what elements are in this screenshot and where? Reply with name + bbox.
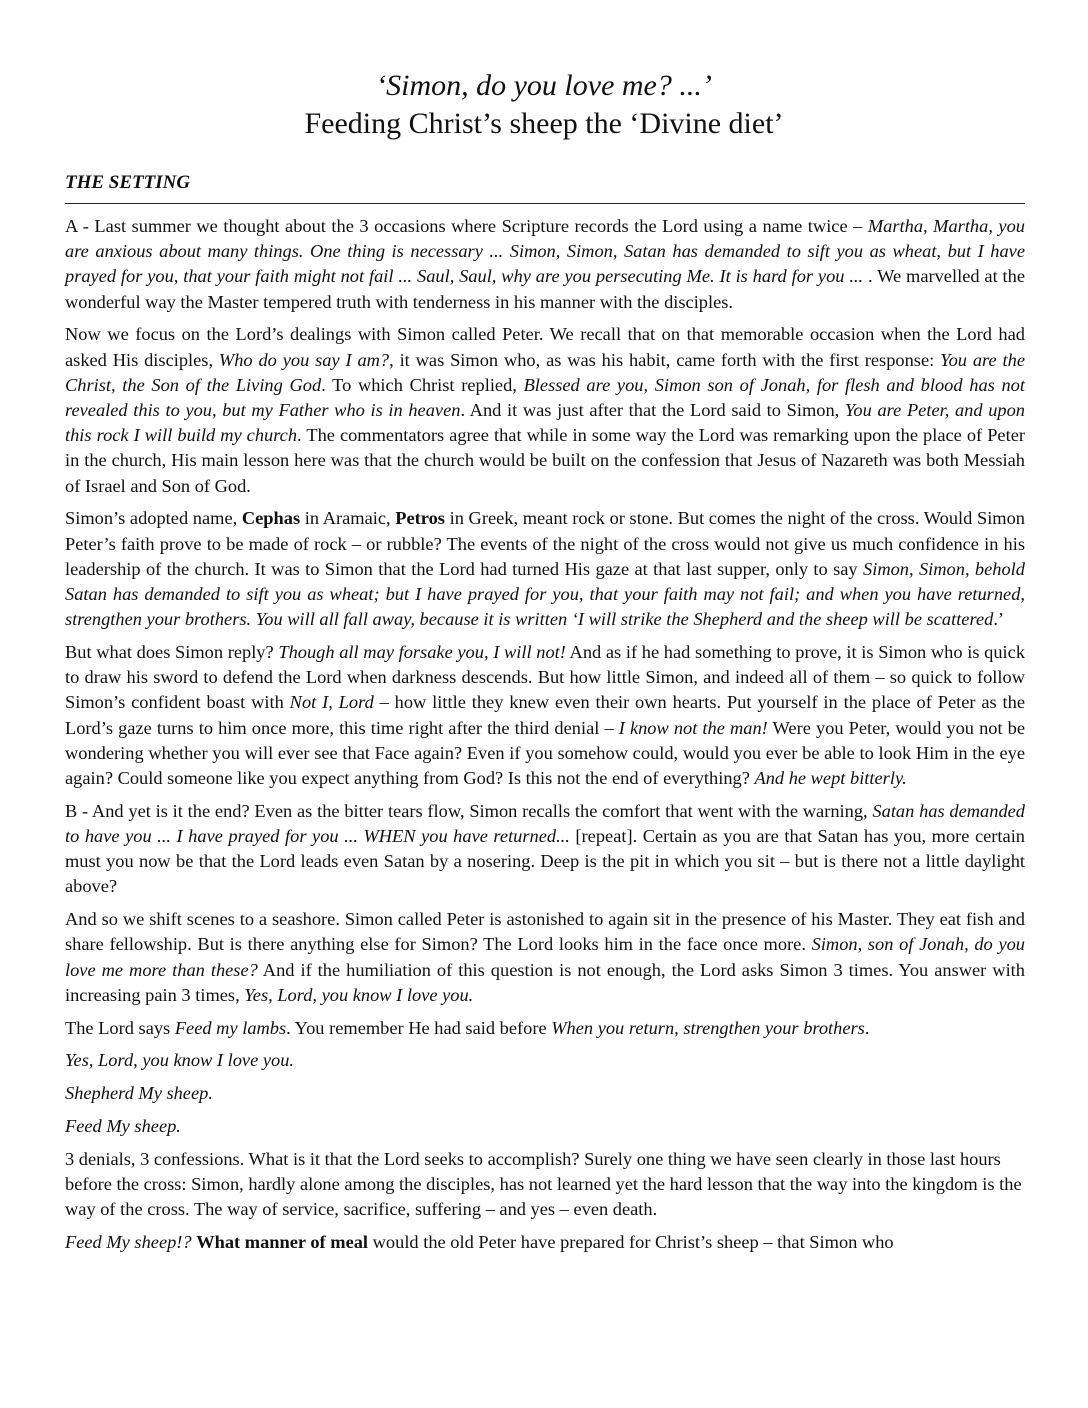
paragraph [65,1147,1025,1223]
text-run: . To which Christ replied, [321,374,524,395]
italic-text: I know not the man! [618,717,768,738]
text-run: in Aramaic, [300,508,396,529]
bold-text: Petros [395,508,445,529]
italic-text: You are the Christ, the Son of the Living God [65,349,1025,395]
text-run: Now we focus on the Lord’s dealings with Simon called Peter. We recall that on that memorable occasion when the Lord had asked His disciples, [65,324,1025,370]
text-run: . We marvelled at the wonderful way the Master tempered truth with tenderness in his manner with the disciples. [65,266,1026,312]
italic-text: Blessed are you, Simon son of Jonah, for flesh and blood has not revealed this to you, but my Father who is in heaven [65,374,1025,421]
italic-text: Though all may forsake you, I will not! [278,642,566,663]
heading-divider [65,203,1025,204]
paragraph [65,506,1025,632]
paragraph [65,322,1025,498]
text-run: And if the humiliation of this question is not enough, the Lord asks Simon 3 times. You answer with increasing pain 3 times, [65,959,1025,1005]
paragraph [65,1048,1025,1073]
italic-text: And he wept bitterly. [754,768,907,789]
text-run: – how little they knew even their own hearts. Put yourself in the place of Peter as the Lord’s gaze turns to him once more, this time right after the third denial – [65,692,1025,738]
text-run: 3 denials, 3 confessions. What is it that the Lord seeks to accomplish? Surely one thing we have seen clearly in those last hours before the cross: Simon, hardly alone among the disciples, has not learned yet the hard lesson that the way into the kingdom is the way of the cross. The way of service, sacrifice, suffering – and yes – even death. [65,1148,1022,1220]
paragraph [65,1081,1025,1106]
bold-text: Cephas [241,508,301,529]
text-run: .’ [993,609,1005,630]
bold-text: What manner of meal [196,1232,369,1253]
paragraph [65,640,1025,791]
text-run: And so we shift scenes to a seashore. Simon called Peter is astonished to again sit in the presence of his Master. They eat fish and share fellowship. But is there anything else for Simon? The Lord looks him in the face once more. [65,909,1025,955]
text-run: B - And yet is it the end? Even as the bitter tears flow, Simon recalls the comfort that went with the warning, [65,800,873,821]
italic-text: Martha, Martha, you are anxious about many things. One thing is necessary ... Simon, Simon, Satan has demanded to sift you as wheat, but I have prayed for you, that your faith might not fail ... Saul, Saul, why are you persecuting Me. It is hard for you ... [65,216,1025,287]
text-run: in Greek, meant rock or stone. But comes the night of the cross. Would Simon Peter’s faith prove to be made of rock – or rubble? The events of the night of the cross would not give us much confidence in his leadership of the church. It was to Simon that the Lord had turned His gaze at that last supper, only to say [65,508,1025,579]
paragraph [65,799,1025,900]
text-run: [repeat]. Certain as you are that Satan has you, more certain must you now be that the Lord leads even Satan by a nosering. Deep is the pit in which you sit – but is there not a little daylight above? [65,826,1025,897]
italic-text: Feed My sheep. [65,1116,181,1137]
paragraph [65,907,1025,1008]
italic-text: Not I, Lord [289,692,374,713]
italic-text: Simon, Simon, behold Satan has demanded to sift you as wheat; but I have prayed for you, that your faith may not fail; and when you have returned, strengthen your brothers. You will all fall away, because it is written ‘I will strike the Shepherd and the sheep will be scattered [65,558,1025,630]
italic-text: You are Peter, and upon this rock I will build my church [65,400,1025,446]
text-run: Simon’s adopted name, [65,508,242,529]
text-run: But what does Simon reply? [65,642,279,663]
italic-text: Yes, Lord, you know I love you. [244,984,474,1005]
italic-text: When you return, strengthen your brothers [551,1017,865,1038]
title-line-1: ‘Simon, do you love me? ...’ [376,69,712,102]
italic-text: Simon, son of Jonah, do you love me more than these? [65,934,1025,980]
paragraph [65,1114,1025,1139]
text-run: . And it was just after that the Lord said to Simon, [460,400,845,421]
paragraph [65,214,1025,315]
title-line-2: Feeding Christ’s sheep the ‘Divine diet’ [304,107,784,140]
section-heading: THE SETTING [65,172,191,193]
italic-text: Yes, Lord, you know I love you. [65,1050,295,1071]
italic-text: Satan has demanded to have you ... I have prayed for you ... WHEN you have returned... [65,800,1026,847]
text-run: . [864,1017,870,1038]
body-text [65,214,1025,1263]
italic-text: Feed My sheep!? [65,1232,192,1253]
text-run: Were you Peter, would you not be wondering whether you will ever see that Face again? Even if you somehow could, would you ever be able to look Him in the eye again? Could someone like you expect anything from God? Is this not the end of everything? [65,717,1026,789]
text-run: The Lord says [65,1017,175,1038]
text-run: . You remember He had said before [286,1017,552,1038]
italic-text: Who do you say I am? [218,349,390,370]
italic-text: Shepherd My sheep. [65,1083,213,1104]
paragraph [65,1230,1025,1255]
text-run: And as if he had something to prove, it is Simon who is quick to draw his sword to defend the Lord when darkness descends. But how little Simon, and indeed all of them – so quick to follow Simon’s confident boast with [65,642,1026,713]
italic-text: Feed my lambs [174,1017,287,1038]
text-run: A - Last summer we thought about the 3 occasions where Scripture records the Lord using a name twice – [65,216,868,236]
paragraph [65,1016,1025,1041]
text-run: , it was Simon who, as was his habit, came forth with the first response: [389,349,941,370]
text-run: . The commentators agree that while in some way the Lord was remarking upon the place of Peter in the church, His main lesson here was that the church would be built on the confession that Jesus of Nazareth was both Messiah of Israel and Son of God. [65,425,1025,496]
text-run: would the old Peter have prepared for Christ’s sheep – that Simon who [368,1232,894,1253]
